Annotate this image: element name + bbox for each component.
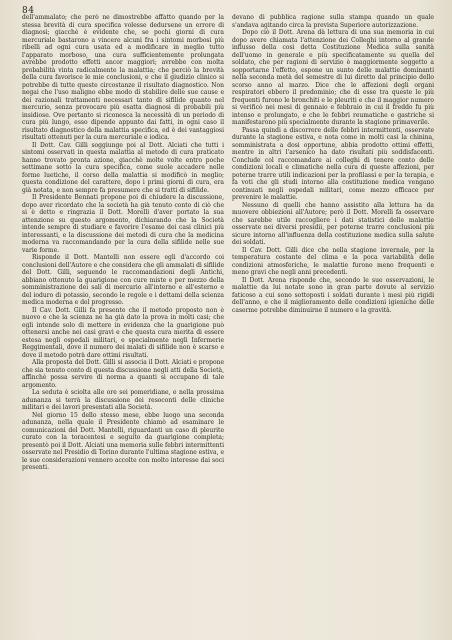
paragraph: Passa quindi a discorrere delle febbri intermittenti, osservate durante la stagione estiva, e nota come in molti casi la chinina, somministrata a dosi opportune, abbia prodotto ottimi effetti, mentre in altri l'arsenico ha dato risultati più soddisfacenti. Conclude col raccomandare ai colleghi di tenere conto delle condizioni locali e climatiche nella cura di queste affezioni, per poterne trarre utili indicazioni per la profilassi e per la terapia, e fa voti che gli studi intorno alla costituzione medica vengano continuati negli ospedali militari, come mezzo efficace per prevenire le malattie. — [232, 126, 434, 201]
paragraph: Alla proposta del Dott. Gilli si associa il Dott. Alciati e propone che sia tenuto conto di questa discussione negli atti della Società, affinchè possa servire di norma a quanti si occupano di tale argomento. — [22, 359, 224, 389]
paragraph: Nessuno di quelli che hanno assistito alla lettura ha da muovere obbiezioni all'Autore; però il Dott. Morelli fa osservare che sarebbe utile raccogliere i dati statistici delle malattie osservate nei diversi presidii, per poterne trarre conclusioni più sicure intorno all'influenza della costituzione medica sulla salute dei soldati. — [232, 201, 434, 246]
paragraph: La seduta è sciolta alle ore sei pomeridiane, e nella prossima adunanza si terrà la discussione dei resoconti delle cliniche militari e dei lavori presentati alla Società. — [22, 389, 224, 411]
paragraph: devano di pubblica ragione sulla stampa quando un quale s'andava agitando circa la prevista Superiore autorizzazione. — [232, 14, 434, 29]
paragraph: Il Cav. Dott. Gilli dice che nella stagione invernale, per la temperatura costante del clima e la poca variabilità delle condizioni atmosferiche, le malattie furono meno frequenti e meno gravi che negli anni precedenti. — [232, 246, 434, 276]
paragraph: Il Dott. Arena risponde che, secondo le sue osservazioni, le malattie da lui notate sono in gran parte dovute al servizio faticoso a cui sono sottoposti i soldati durante i mesi più rigidi dell'anno, e che il miglioramento delle condizioni igieniche delle caserme potrebbe diminuirne il numero e la gravità. — [232, 276, 434, 314]
paragraph: dell'ammalato; che però ne dimostrebbe affatto quando per la stessa brevità di cura specifica volesse dedursene un errore di diagnosi; giacchè è evidente che, se pochi giorni di cura mercuriale bastarono a vincere alcuni fra i sintomi morbosi più ribelli ad ogni cura usata ed a modificare in meglio tutto l'apparato morboso, una cura sufficientemente prolungata avrebbe prodotto effetti ancor maggiori; avrebbe con molta probabilità vinta radicalmente la malattia; che perciò la brevità della cura favorisce le mie conclusioni, e che il giudizio clinico si potrebbe di tutte queste circostanze il risultato diagnostico. Non negai che l'uso maligno ebbe modo di stabilire delle sue cause e dei razionali trattamenti necessari tanto di sifilide quanto nel mercurio, senza provocare più esatta diagnosi di probabili più insidiose. Ove pertanto si riconosca la necessità di un periodo di cura più lungo, esso dipende appunto dai fatti, in ogni caso il risultato diagnostico della malattia specifica, ed è dei vantaggiosi risultati ottenuti per la cura mercuriale e iodica. — [22, 14, 224, 141]
paragraph: Risponde il Dott. Mantelli non essere egli d'accordo coi conclusioni dell'Autore e che considera che gli ammalati di sifilide del Dott. Gilli, seguendo le raccomandazioni degli Antichi, abbiano ottenuto la guarigione con cure miste e per mezzo della somministrazione dei sali di mercurio all'interno e all'esterno e del ioduro di potassio, secondo le regole e i dettami della scienza medica moderna e del progresso. — [22, 254, 224, 306]
paragraph: Il Cav. Dott. Gilli fa presente che il metodo proposto non è nuovo e che la scienza ne ha già dato la prova in molti casi; che egli intende solo di mettere in evidenza che la guarigione può ottenersi anche nei casi gravi e che questa cura merita di essere estesa negli ospedali militari, e specialmente negli Infermerie Reggimentali, dove il numero dei malati di sifilide non è scarso e dove il metodo potrà dare ottimi risultati. — [22, 306, 224, 359]
paragraph: Dopo ciò il Dott. Arena dà lettura di una sua memoria in cui dopo avere chiamata l'attenzione dei Colleghi intorno al grande influsso della così detta Costituzione Medica sulla sanità dell'uomo in generale e più specificatamente su quella del soldato, che per ragioni di servizio è maggiormente soggetto a sopportarne l'effetto, espone un sunto delle malattie dominanti nella seconda metà del semestre di lui diretto dal principio dello scorso anno al marzo. Dice che le affezioni degli organi respiratori ebbero il predominio; che di esse tra queste le più frequenti furono le bronchiti e le pleuriti e che il maggior numero si verificò nei mesi di gennaio e febbraio in cui il freddo fu più intenso e prolungato, e che le febbri reumatiche e gastriche si manifestarono più specialmente durante la stagione primaverile. — [232, 29, 434, 126]
left-text-column — [22, 14, 224, 632]
paragraph: Nel giorno 15 dello stesso mese, ebbe luogo una seconda adunanza, nella quale il Presidente chiamò ad esaminare le comunicazioni del Dott. Mantelli, riguardanti un caso di pleurite curato con la toracentesi e seguito da guarigione completa; presentò poi il Dott. Alciati una memoria sulle febbri intermittenti osservate nel Presidio di Torino durante l'ultima stagione estiva, e le sue considerazioni vennero accolte con molto interesse dai soci presenti. — [22, 411, 224, 471]
paragraph: Il Presidente Bennati propone poi di chiudere la discussione, dopo aver ricordato che la società ha già tenuto conto di ciò che si è detto e ringrazia il Dott. Morelli d'aver portato la sua attenzione su questo argomento, dichiarando che la Società intende sempre di studiare e favorire l'esame dei casi clinici più interessanti, e la discussione dei metodi di cura che la medicina moderna va raccomandando per la cura della sifilide nelle sue varie forme. — [22, 194, 224, 254]
page-number: 84 — [22, 6, 35, 16]
right-text-column — [232, 14, 434, 632]
paragraph: Il Dott. Cav. Gilli soggiunge poi al Dott. Alciati che tutti i sintomi osservati in questa malattia al metodo di cura praticato hanno trovato pronta azione, giacchè molte volte entro poche settimane sotto la cura specifica, come suole accadere nelle forme luetiche, il corso della malattia si modificò in meglio; questa condizione del carattere, dopo i primi giorni di cura, era già notata, e non sempre fa presumere che si tratti di sifilide. — [22, 141, 224, 194]
